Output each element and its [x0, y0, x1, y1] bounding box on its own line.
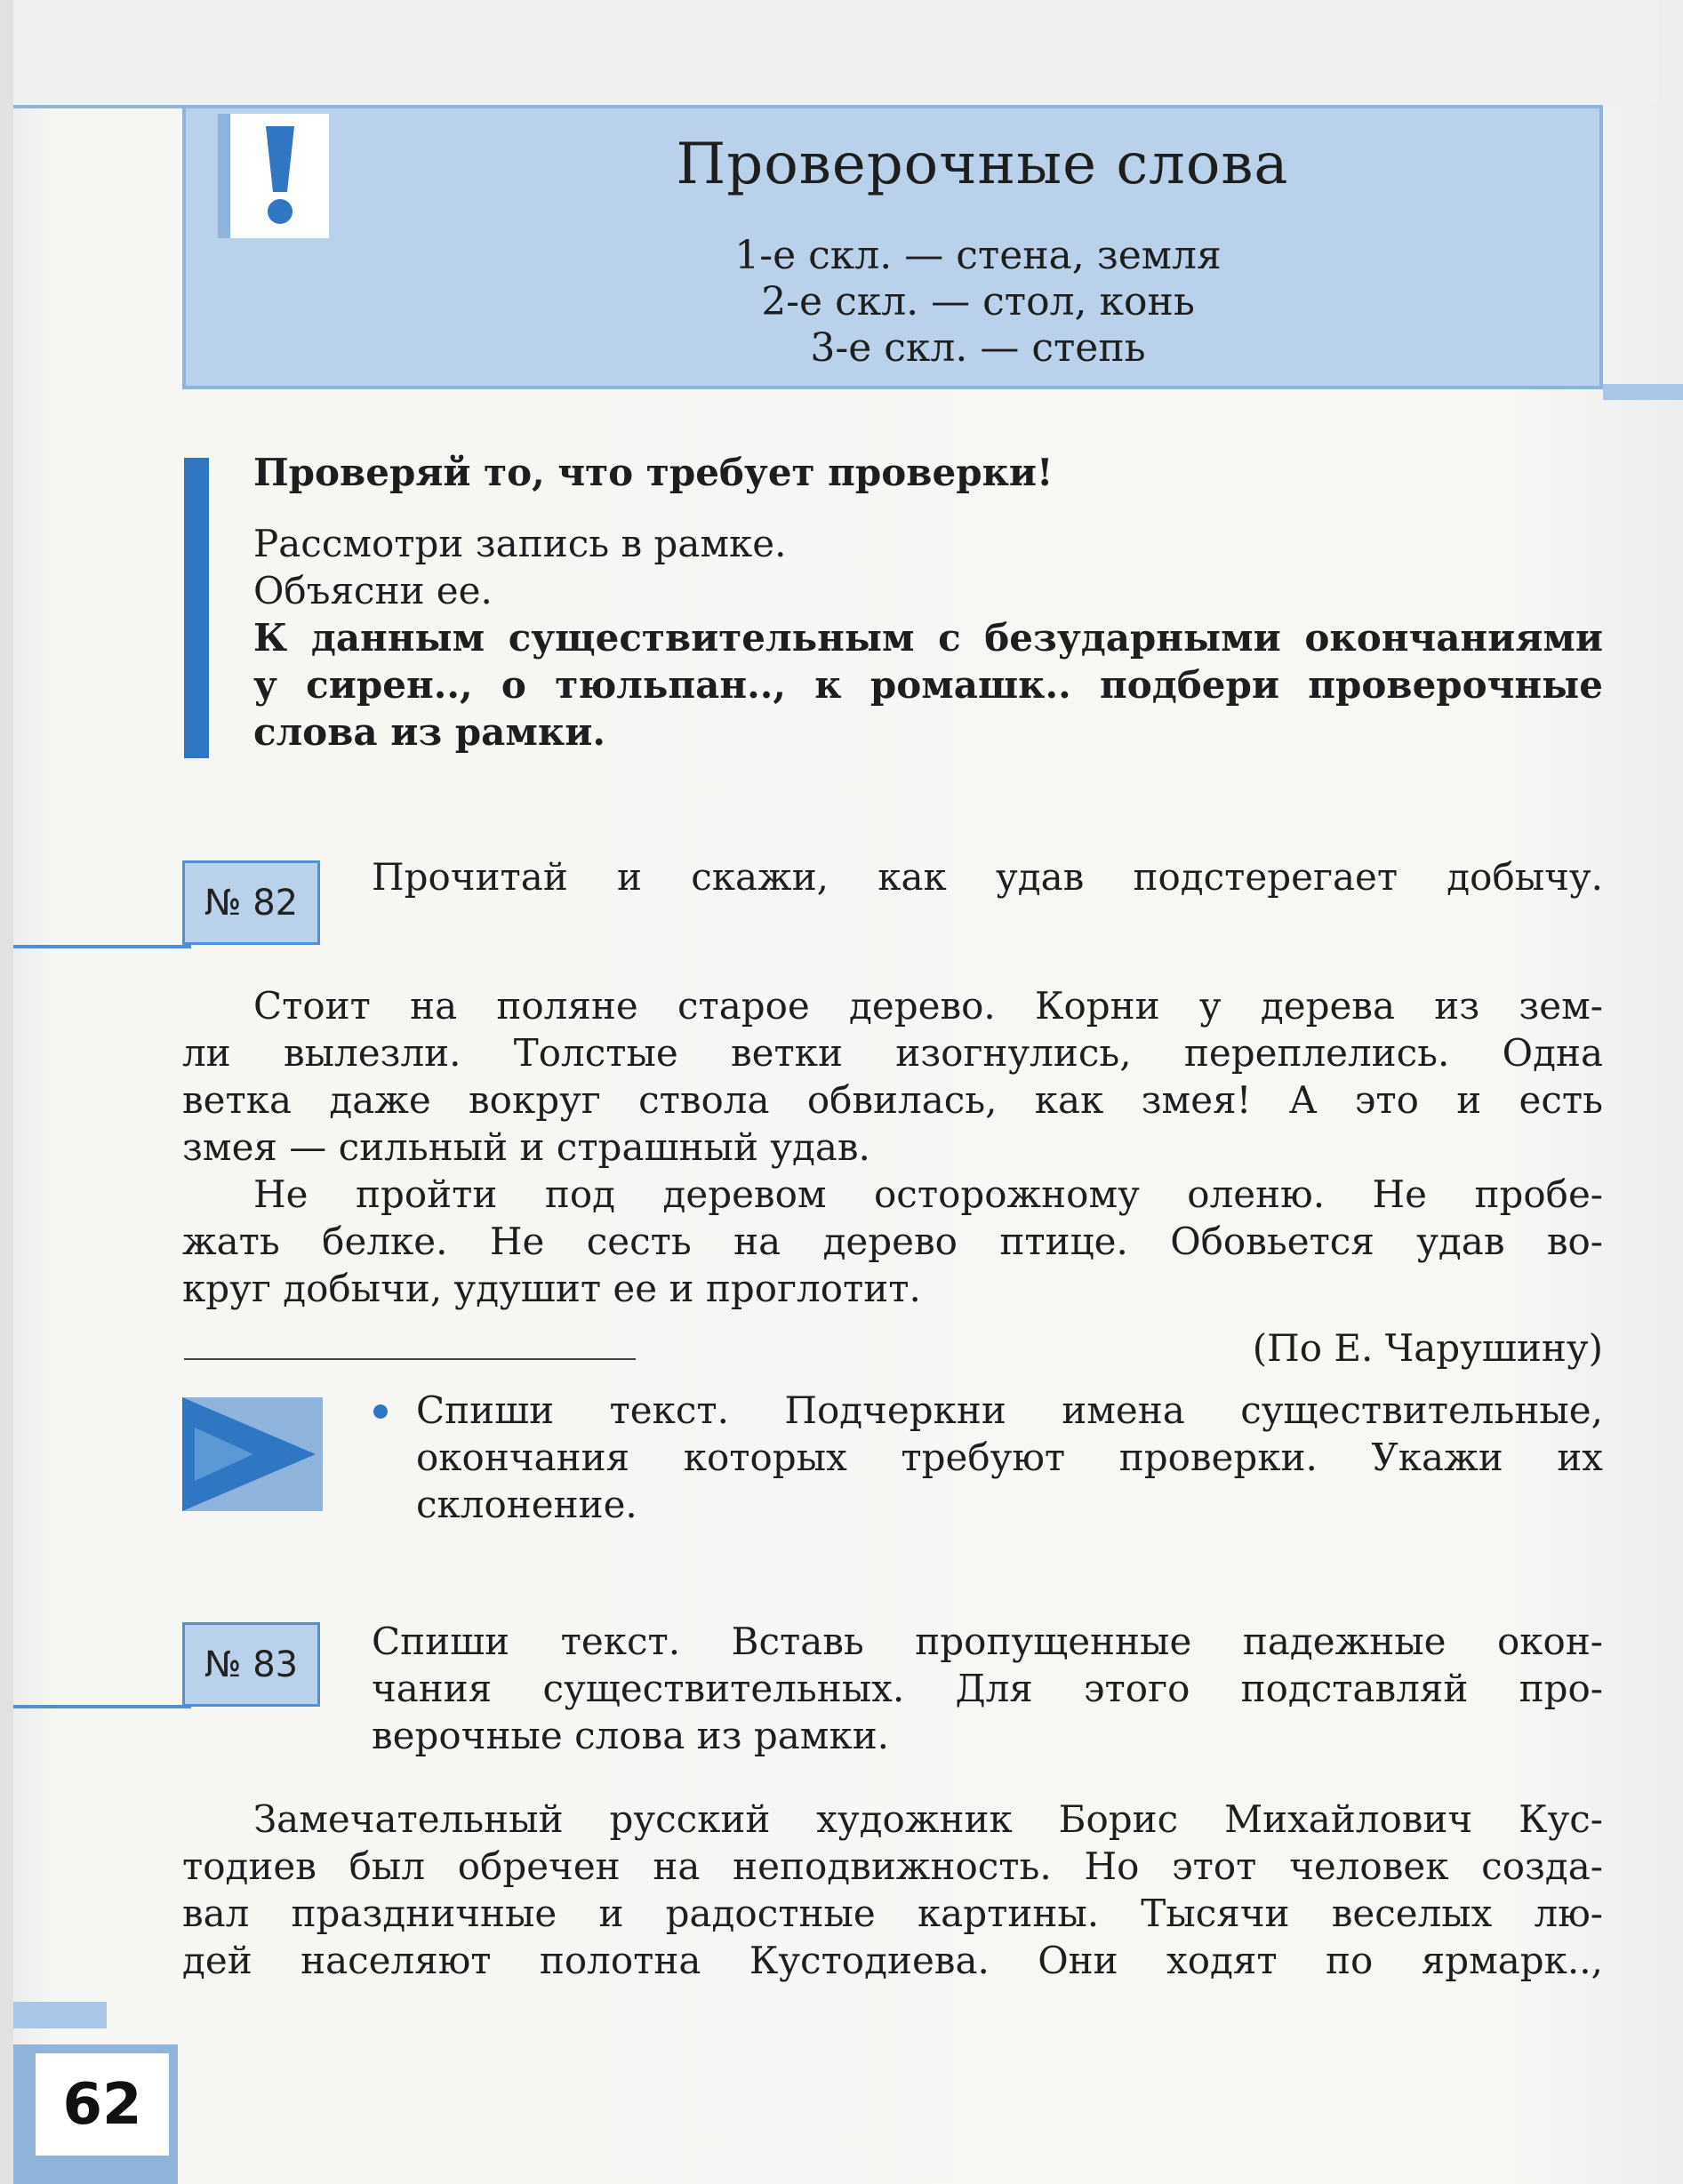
ex82-text-line: Стоит на поляне старое дерево. Корни у дерева из зем- — [253, 984, 1603, 1028]
rule-line-2: 2-е скл. — стол, конь — [761, 279, 1195, 324]
intro-line: слова из рамки. — [253, 710, 605, 754]
rule-line-3: 3-е скл. — степь — [810, 325, 1146, 371]
source-divider — [184, 1358, 636, 1360]
ex82-source: (По Е. Чарушину) — [1252, 1326, 1603, 1370]
ex82-task-line: склонение. — [416, 1483, 637, 1526]
ex82-instruction: Прочитай и скажи, как удав подстерегает добычу. — [372, 855, 1603, 899]
ex82-text-line: ли вылезли. Толстые ветки изогнулись, переплелись. Одна — [182, 1031, 1603, 1075]
exercise-line — [13, 945, 191, 948]
rule-box-band — [1603, 384, 1683, 400]
intro-line: Объясни ее. — [253, 569, 493, 612]
attention-badge — [218, 114, 329, 238]
exercise-number-83: № 83 — [182, 1622, 320, 1707]
ex83-instruction-line: верочные слова из рамки. — [372, 1714, 890, 1757]
accent-bar — [184, 458, 209, 758]
ex83-text-line: тодиев был обречен на неподвижность. Но этот человек созда- — [182, 1844, 1603, 1888]
page-number-band — [13, 2002, 107, 2028]
ex83-instruction-line: Спиши текст. Вставь пропущенные падежные окон- — [372, 1620, 1603, 1663]
intro-line: Рассмотри запись в рамке. — [253, 522, 787, 565]
task-arrow-icon — [182, 1397, 323, 1511]
exclamation-icon — [262, 126, 298, 226]
page-number: 62 — [36, 2053, 169, 2156]
ex82-text-line: змея — сильный и страшный удав. — [182, 1125, 870, 1169]
rule-line-1: 1-е скл. — стена, земля — [734, 233, 1222, 278]
ex83-text-line: дей населяют полотна Кустодиева. Они ходят по ярмарк.., — [182, 1939, 1603, 1982]
intro-line: К данным существительным с безударными окончаниями — [253, 616, 1603, 660]
intro-heading: Проверяй то, что требует проверки! — [253, 451, 1054, 494]
bullet-marker — [373, 1404, 388, 1419]
ex82-text-line: Не пройти под деревом осторожному оленю. Не пробе- — [253, 1172, 1603, 1216]
ex83-text-line: вал праздничные и радостные картины. Тысячи веселых лю- — [182, 1892, 1603, 1935]
rule-box-connector — [13, 105, 191, 108]
ex82-text-line: круг добычи, удушит ее и проглотит. — [182, 1267, 921, 1310]
exercise-line — [13, 1705, 191, 1708]
ex82-task-line: окончания которых требуют проверки. Укажи их — [416, 1436, 1603, 1479]
ex83-text-line: Замечательный русский художник Борис Михайлович Кус- — [253, 1797, 1603, 1841]
ex82-text-line: ветка даже вокруг ствола обвилась, как змея! А это и есть — [182, 1078, 1603, 1122]
page-edge — [0, 0, 13, 2184]
ex82-task-line: Спиши текст. Подчеркни имена существительные, — [416, 1388, 1603, 1432]
exercise-number-82: № 82 — [182, 860, 320, 945]
ex83-instruction-line: чания существительных. Для этого подставляй про- — [372, 1667, 1603, 1710]
rule-title: Проверочные слова — [676, 132, 1289, 197]
ex82-text-line: жать белке. Не сесть на дерево птице. Обовьется удав во- — [182, 1220, 1603, 1263]
top-margin — [13, 0, 1658, 105]
intro-line: у сирен.., о тюльпан.., к ромашк.. подбери проверочные — [253, 663, 1603, 707]
